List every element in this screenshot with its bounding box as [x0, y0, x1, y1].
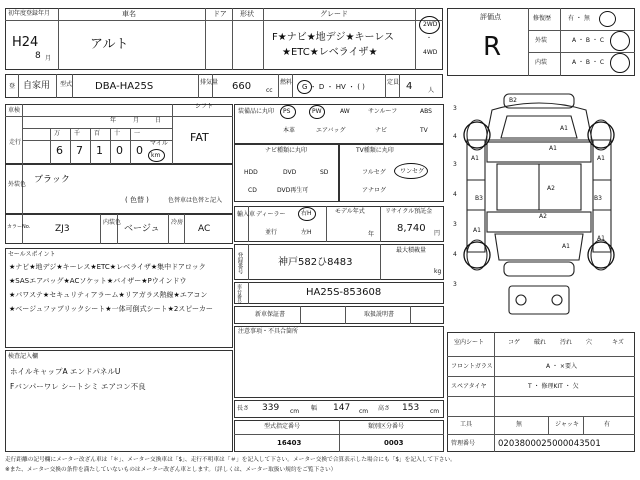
- max-load-label: 最大積載量: [396, 247, 427, 254]
- navi-label: ナビ種類に丸印: [265, 147, 308, 154]
- spare-label: スペアタイヤ: [451, 383, 487, 390]
- shift-label: シフト: [195, 103, 214, 110]
- spare-values: T ・ 修理KIT ・ 欠: [528, 383, 579, 390]
- use-value: 自家用: [23, 81, 51, 91]
- year-label: 年: [110, 117, 117, 124]
- tv-fullseg: フルセグ: [362, 169, 386, 176]
- model-value: DBA-HA25S: [95, 81, 154, 92]
- glass-label: フロントガラス: [451, 363, 493, 370]
- car-name: アルト: [90, 37, 129, 52]
- import-rh: 右H: [301, 210, 312, 217]
- mileage-unit: km: [151, 152, 161, 159]
- color-code-label: ( 色替 ): [125, 196, 149, 204]
- interior-value: ベージュ: [124, 224, 160, 234]
- seat-item-1: コゲ: [508, 339, 521, 346]
- chassis-label: 車台番号: [236, 284, 242, 304]
- type-no: 16403: [277, 439, 302, 447]
- scale-5: 3: [453, 221, 457, 228]
- fuel-values: G ・ D ・ HV ・ ( ): [302, 83, 365, 91]
- navi-dvd-play: DVD再生可: [277, 187, 309, 194]
- color-note: 色替車は色替と記入: [168, 197, 223, 204]
- doors-label: ドア: [213, 10, 227, 18]
- footer-line-2: ※また、メーター交換の条件を満たしていないものはメーター改ざん車とします。（詳しくは、メーター取扱い規約をご覧下さい）: [5, 467, 337, 473]
- inspection-label: 車検: [8, 107, 21, 114]
- capacity-label: 定員: [387, 79, 400, 86]
- sales-label: セールスポイント: [8, 251, 56, 258]
- height-value: 153: [402, 403, 420, 413]
- navi-cd: CD: [248, 187, 257, 194]
- class-no: 0003: [384, 439, 404, 447]
- car-name-label: 車名: [122, 10, 136, 18]
- scale-3: 3: [453, 161, 457, 168]
- inspect-line-1: ホイルキャップA エンドパネルU: [10, 367, 121, 376]
- score-value: R: [483, 32, 502, 62]
- equip-label: 装備品に丸印: [238, 108, 275, 115]
- seat-item-2: 破れ: [534, 339, 547, 346]
- max-load-unit: kg: [434, 268, 442, 275]
- recycle-value: 8,740: [397, 223, 426, 234]
- month-label: 月: [133, 117, 140, 124]
- use-label: 登: [9, 83, 16, 90]
- mark-a2-2: A2: [539, 213, 547, 220]
- new-warranty-label: 新車保証書: [255, 311, 286, 318]
- drive-2wd: 2WD: [423, 21, 438, 28]
- mileage-digit-4: 0: [116, 144, 123, 157]
- tv-analog: アナログ: [362, 187, 387, 194]
- equip-item-row2-2: エアバッグ: [316, 127, 346, 134]
- sales-line-4: ★ベージュファブリックシート★一体可倒式シート★2スピーカー: [9, 305, 213, 313]
- tool-label: 工具: [460, 421, 473, 428]
- repair-none-circle: [599, 11, 616, 27]
- shape-label: 形状: [240, 10, 254, 18]
- mileage-digit-3: 1: [96, 144, 103, 157]
- month-unit: 月: [45, 55, 52, 62]
- grade-label: グレード: [320, 10, 348, 18]
- sales-line-2: ★SASエアバッグ★ACソケット★バイザー★Pウインドウ: [9, 277, 187, 285]
- tool-value: 無: [516, 421, 523, 428]
- navi-hdd: HDD: [244, 169, 258, 176]
- class-no-label: 類別区分番号: [368, 423, 405, 430]
- mgmt-value: 0203800025000043501: [498, 439, 601, 449]
- digit-header-1: 万: [54, 130, 61, 137]
- type-no-label: 型式指定番号: [264, 423, 301, 430]
- mark-a1-5: A1: [473, 227, 481, 234]
- repair-label: 修復歴: [533, 15, 552, 22]
- shift-value: FAT: [190, 131, 209, 144]
- width-label: 幅: [311, 405, 318, 412]
- model-year-unit: 年: [368, 231, 375, 238]
- equip-item-row2-3: ナビ: [375, 127, 388, 134]
- length-value: 339: [262, 403, 280, 413]
- score-label: 評価点: [480, 13, 501, 21]
- tv-label: TV種類に丸印: [356, 147, 394, 154]
- mark-a1-3: A1: [471, 155, 479, 162]
- seat-item-3: 汚れ: [560, 339, 573, 346]
- scale-2: 4: [453, 133, 457, 140]
- model-label: 型式: [60, 81, 73, 88]
- ext-values: A ・ B ・ C: [572, 37, 605, 44]
- inspect-label: 検査記入欄: [8, 353, 39, 360]
- width-unit: cm: [359, 408, 369, 415]
- length-label: 長さ: [237, 405, 250, 412]
- mark-b3-2: B3: [594, 195, 602, 202]
- grade-line1: F★ナビ★地デジ★キーレス: [272, 32, 394, 43]
- reg-no-label: 登録番号: [236, 252, 243, 274]
- mileage-digit-1: 6: [56, 144, 63, 157]
- height-unit: cm: [430, 408, 440, 415]
- drive-4wd: 4WD: [423, 49, 438, 56]
- mark-a1-4: A1: [597, 155, 605, 162]
- mileage-digit-5: 0: [136, 144, 143, 157]
- jack-value: 有: [604, 421, 611, 428]
- mile-label: マイル: [150, 140, 168, 147]
- notes-block: [234, 326, 444, 398]
- mark-b3-1: B3: [475, 195, 483, 202]
- scale-7: 3: [453, 281, 457, 288]
- equip-item-abs: ABS: [420, 108, 432, 115]
- digit-header-4: 十: [114, 130, 121, 137]
- tv-oneseg: ワンセグ: [400, 168, 425, 175]
- equip-item-aw: AW: [340, 108, 350, 115]
- notes-label: 注意事項・不具合箇所: [238, 328, 299, 335]
- drive-dot: ・: [426, 35, 433, 42]
- reg-month: 8: [35, 51, 41, 61]
- recycle-label: リサイクル預託金: [385, 208, 433, 215]
- exterior-label: 外装色: [8, 181, 27, 188]
- width-value: 147: [333, 403, 351, 413]
- exterior-value: ブラック: [34, 175, 70, 185]
- navi-sd: SD: [320, 169, 329, 176]
- color-no: ZJ3: [55, 224, 70, 234]
- digit-header-3: 百: [94, 130, 101, 137]
- equip-item-row2-4: TV: [420, 127, 428, 134]
- first-reg-label: 初年度登録年月: [8, 10, 51, 17]
- ext-c-circle: [610, 31, 630, 51]
- reg-year: H24: [12, 35, 39, 50]
- equip-item-row2-1: 本革: [283, 127, 296, 134]
- scale-1: 3: [453, 105, 457, 112]
- scale-6: 4: [453, 251, 457, 258]
- equip-item-ps: PS: [283, 108, 291, 115]
- equip-item-pw: PW: [312, 108, 322, 115]
- ext-label: 外装: [535, 37, 548, 44]
- inspect-block: [5, 350, 233, 452]
- int-c-circle: [610, 53, 630, 73]
- import-dealer: ディーラー: [256, 211, 286, 218]
- import-parallel: 並行: [265, 229, 278, 236]
- fuel-label: 燃料: [280, 79, 293, 86]
- import-lh: 左H: [301, 229, 312, 236]
- mark-a1-7: A1: [597, 235, 605, 242]
- mark-a2-1: A2: [547, 185, 555, 192]
- seat-item-5: キズ: [612, 339, 624, 346]
- height-label: 高さ: [378, 405, 391, 412]
- digit-header-2: 千: [74, 130, 81, 137]
- jack-label: ジャッキ: [555, 421, 579, 428]
- glass-values: A ・ ×要入: [546, 363, 577, 370]
- interior-label: 内装色: [103, 219, 122, 226]
- navi-dvd: DVD: [283, 169, 297, 176]
- seat-label: 室内シート: [454, 339, 485, 346]
- digit-header-5: 一: [134, 130, 141, 137]
- mark-a1-6: A1: [562, 243, 570, 250]
- recycle-unit: 円: [434, 230, 441, 237]
- color-no-label: カラーNo.: [7, 224, 31, 230]
- car-diagram: [447, 80, 635, 330]
- disp-unit: cc: [266, 87, 273, 94]
- ac-value: AC: [198, 224, 211, 234]
- model-year-label: モデル年式: [335, 208, 365, 215]
- footer-line-1: 走行距離の記号欄にメーター改ざん車は「＊」、メーター交換車は「$」、走行不明車は「＃」を記入して下さい。メーター交換で合算表示した場合にも「$」を記入して下さい。: [5, 457, 456, 463]
- mgmt-label: 管理番号: [451, 440, 476, 447]
- chassis-value: HA25S-853608: [306, 287, 382, 298]
- mileage-label: 走行: [9, 139, 22, 146]
- scale-4: 4: [453, 191, 457, 198]
- mark-b2: B2: [509, 97, 517, 104]
- capacity-unit: 人: [428, 87, 435, 94]
- reg-no: 神戸582ひ8483: [278, 257, 353, 268]
- equip-item-サンルーフ: サンルーフ: [368, 108, 398, 115]
- sales-line-3: ★パワステ★セキュリティアラーム★リアガラス熱線★エアコン: [9, 291, 208, 299]
- grade-line2: ★ETC★レベライザ★: [282, 47, 378, 58]
- ac-label: 冷房: [171, 219, 184, 226]
- length-unit: cm: [290, 408, 300, 415]
- disp-label: 排気量: [200, 79, 219, 86]
- sales-line-1: ★ナビ★地デジ★キーレス★ETC★レベライザ★集中ドアロック: [9, 263, 206, 271]
- disp-value: 660: [232, 81, 252, 92]
- capacity-value: 4: [406, 81, 413, 92]
- exterior-block: [5, 164, 233, 214]
- int-values: A ・ B ・ C: [572, 59, 605, 66]
- int-label: 内装: [535, 59, 548, 66]
- mileage-digit-2: 7: [76, 144, 83, 157]
- seat-item-4: 穴: [586, 339, 593, 346]
- mark-a1-2: A1: [549, 145, 557, 152]
- inspect-line-2: Fバンパーワレ シートシミ エアコン不良: [10, 382, 146, 391]
- mark-a1-1: A1: [560, 125, 568, 132]
- manual-label: 取扱説明書: [364, 311, 395, 318]
- repair-values: 有 ・ 無: [568, 15, 590, 22]
- import-label: 輸入車: [237, 211, 256, 218]
- day-label: 日: [155, 117, 162, 124]
